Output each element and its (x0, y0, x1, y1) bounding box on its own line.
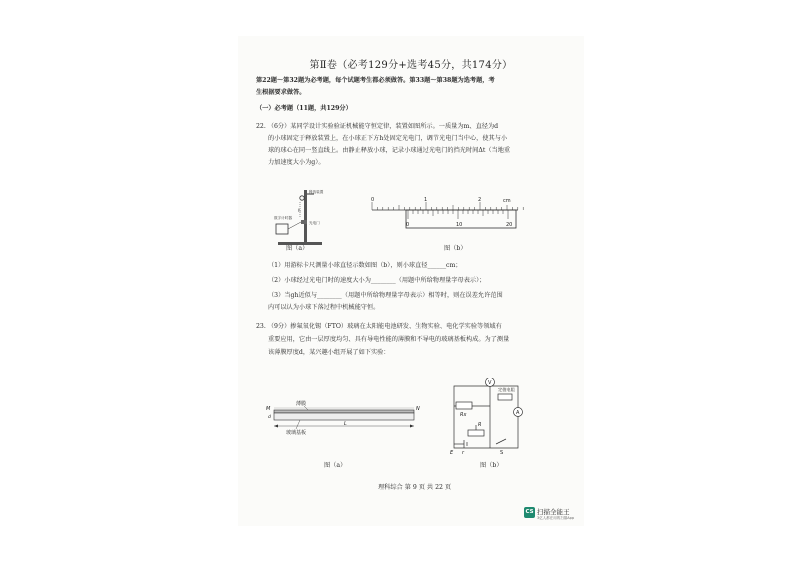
vernier-label-0: 0 (406, 222, 410, 228)
label-photogate: 光电门 (309, 221, 320, 225)
q23-line-1: 23. （9分）掺氟氧化锡（FTO）玻璃在太阳能电池研发、生物实验、电化学实验等领域有 (256, 323, 502, 330)
q22-fig-b-caption: 图（b） (444, 245, 467, 252)
svg-text:E: E (450, 450, 454, 456)
vernier-label-20: 20 (506, 222, 513, 228)
watermark-app-name: 扫描全能王 (537, 508, 570, 516)
camscanner-logo: CS (524, 507, 535, 518)
ruler-unit: cm (503, 198, 511, 204)
ruler-label-2: 2 (478, 197, 482, 203)
q22-line-3: 球的球心在同一竖直线上。由静止释放小球，记录小球通过光电门的挡光时间Δt（当地重 (268, 147, 511, 154)
scanner-watermark (524, 505, 580, 525)
rheostat (468, 430, 484, 436)
watermark-tagline: 3亿人都在用的扫描App (537, 516, 575, 520)
q23-fig-b-caption: 图（b） (480, 462, 503, 469)
svg-text:L: L (344, 421, 347, 427)
vernier-label-10: 10 (456, 222, 463, 228)
fixed-resistor (498, 394, 512, 400)
label-release: 释放装置 (309, 190, 324, 194)
label-substrate: 玻璃基板 (286, 430, 307, 436)
svg-text:R: R (478, 422, 482, 428)
section-label: （一）必考题（11题，共129分） (256, 105, 352, 112)
svg-text:r: r (462, 450, 465, 456)
q23-fig-a-caption: 图（a） (324, 462, 347, 469)
svg-text:S: S (500, 450, 504, 456)
svg-text:d: d (268, 415, 271, 420)
q23-line-3: 该薄膜厚度d，某兴趣小组开展了如下实验： (268, 349, 390, 356)
photogate-icon (301, 220, 307, 224)
ball-icon (300, 196, 304, 200)
q22-figure-a (274, 184, 334, 252)
q22-sub-1: （1）用游标卡尺测量小球直径示数如图（b），则小球直径______cm； (268, 262, 462, 269)
svg-text:Rx: Rx (460, 412, 467, 418)
svg-text:M: M (266, 406, 271, 412)
q23-line-2: 重要应用，它由一层厚度均匀、具有导电性能的薄膜和不导电的玻璃基板构成。为了测量 (268, 336, 510, 343)
film-layer (274, 410, 414, 413)
q22-sub-3a: （3）当gh近似与________（用题中所给物理量字母表示）相等时，则在误差允许范围 (268, 292, 503, 299)
timer-icon (276, 224, 288, 234)
q22-sub-2: （2）小球经过光电门时的速度大小为________（用题中所给物理量字母表示）； (268, 277, 486, 284)
instructions-line-2: 生根据要求做答。 (256, 89, 306, 96)
q22-line-2: 的小球固定于释放装置上，在小球正下方h处固定光电门，调节光电门当中心，使其与小 (268, 135, 508, 142)
svg-text:A: A (516, 410, 520, 416)
q22-line-1: 22. （6分）某同学设计实验验证机械能守恒定律，装置如图所示。一质量为m、直径为d (256, 123, 499, 130)
q23-figure-b-circuit (444, 378, 534, 458)
q22-fig-a-caption: 图（a） (286, 245, 309, 252)
q22-line-4: 力加速度大小为g）。 (268, 159, 325, 166)
label-fixed-resistor: 定值电阻 (498, 387, 515, 392)
glass-substrate (274, 413, 414, 420)
q23-figure-a-fto-glass (266, 398, 428, 460)
ruler-label-0: 0 (371, 197, 375, 203)
section-title: 第Ⅱ卷（必考129分+选考45分，共174分） (309, 60, 513, 71)
q22-figure-b-vernier (368, 192, 528, 236)
rx-resistor (456, 402, 472, 409)
page-footer: 理科综合 第 9 页 共 22 页 (378, 484, 452, 491)
exam-page (238, 36, 584, 526)
ruler-label-1: 1 (424, 197, 428, 203)
svg-text:h: h (298, 208, 301, 213)
label-film: 薄膜 (296, 401, 307, 407)
q22-sub-3b: 内可以认为小球下落过程中机械能守恒。 (268, 304, 380, 311)
label-timer: 数字计时器 (274, 216, 292, 220)
instructions-line-1: 第22题～第32题为必考题，每个试题考生都必须做答。第33题～第38题为选考题，考 (256, 77, 495, 84)
svg-text:N: N (416, 406, 420, 412)
svg-text:V: V (488, 380, 492, 386)
